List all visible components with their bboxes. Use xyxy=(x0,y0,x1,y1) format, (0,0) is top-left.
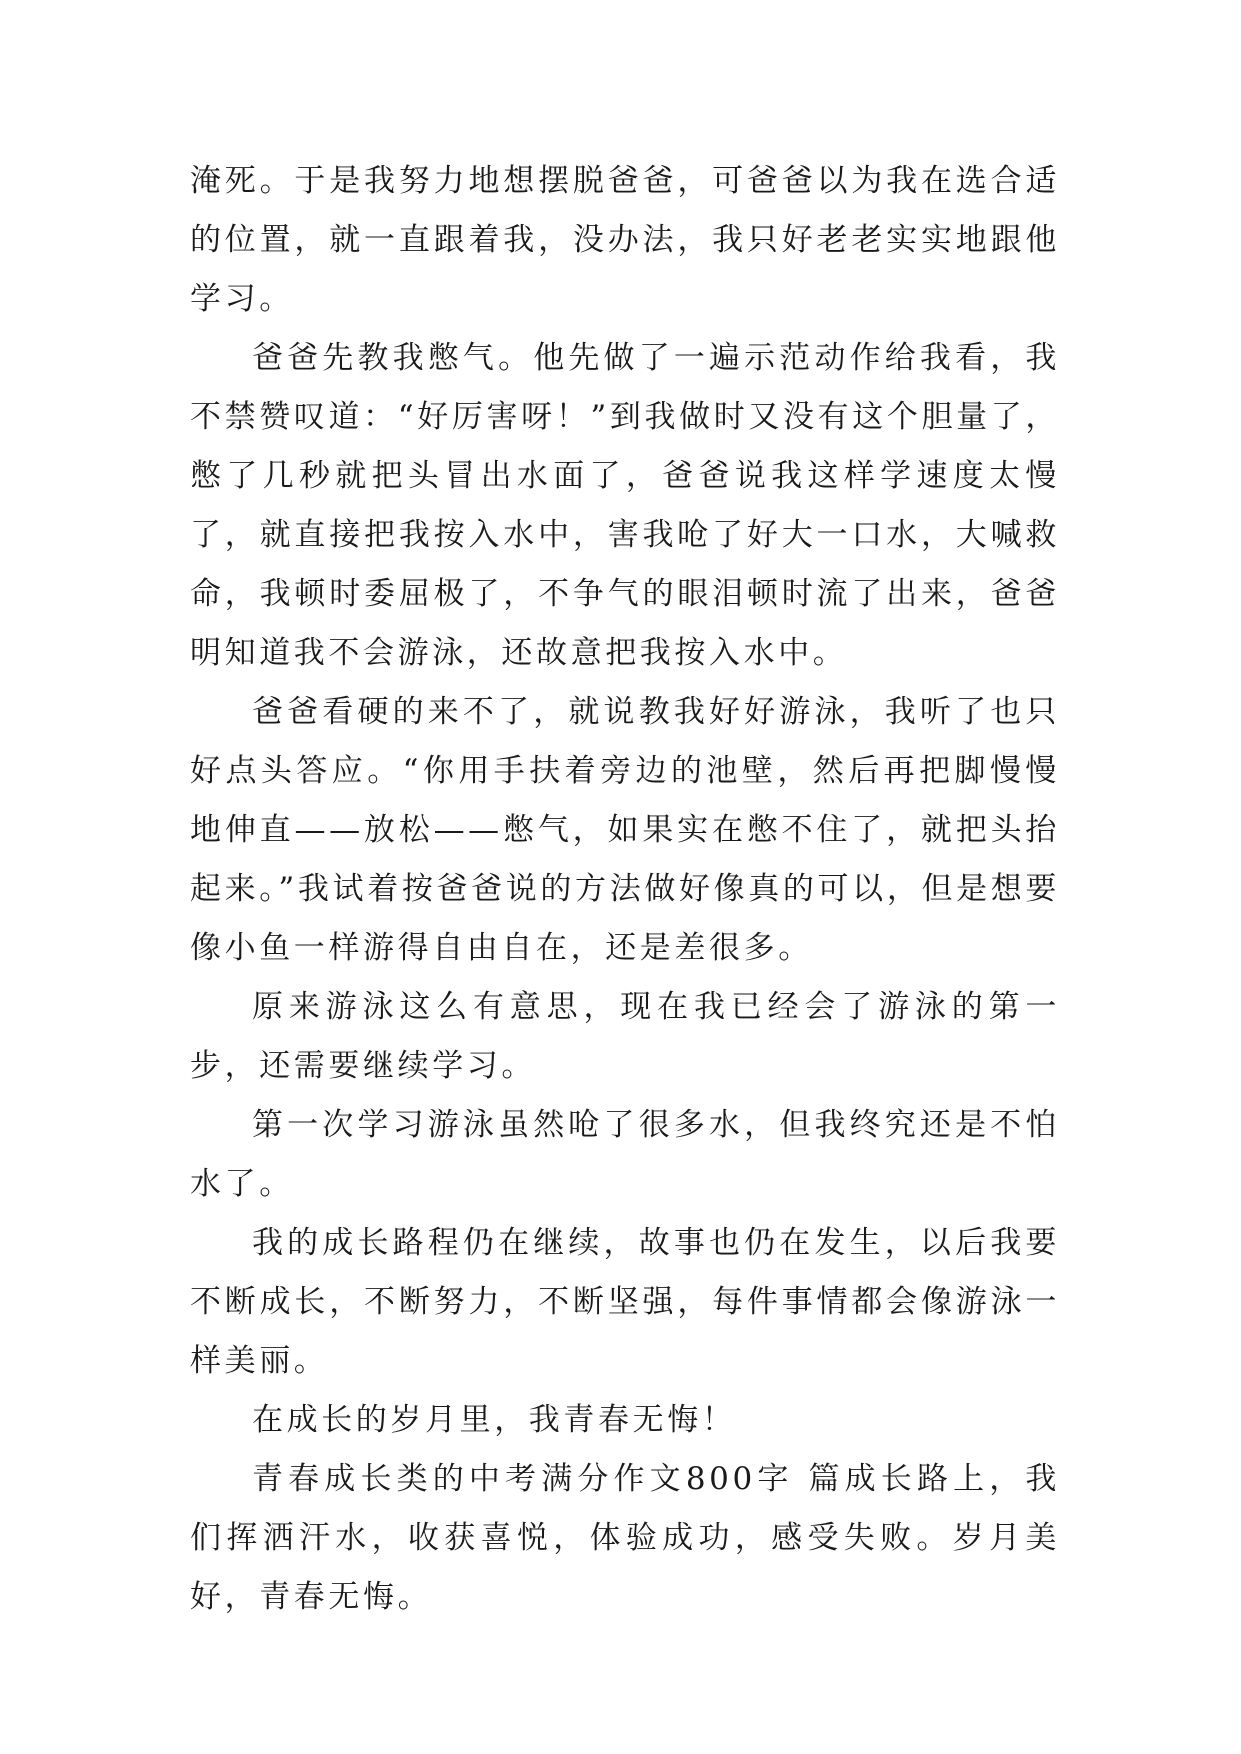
paragraph-7: 在成长的岁月里，我青春无悔！ xyxy=(252,1402,737,1438)
paragraph-2: 爸爸先教我憋气。他先做了一遍示范动作给我看，我不禁赞叹道：“好厉害呀！”到我做时又没有这个胆量了，憋了几秒就把头冒出水面了，爸爸说我这样学速度太慢了，就直接把我按入水中，害我呛了好大一口水，大喊救命，我顿时委屈极了，不争气的眼泪顿时流了出来，爸爸明知道我不会游泳，还故意把我按入水中。 xyxy=(190,340,1060,671)
paragraph-5: 第一次学习游泳虽然呛了很多水，但我终究还是不怕水了。 xyxy=(190,1107,1060,1202)
paragraph-1: 淹死。于是我努力地想摆脱爸爸，可爸爸以为我在选合适的位置，就一直跟着我，没办法，我只好老老实实地跟他学习。 xyxy=(190,163,1060,317)
paragraph-3: 爸爸看硬的来不了，就说教我好好游泳，我听了也只好点头答应。“你用手扶着旁边的池壁，然后再把脚慢慢地伸直——放松——憋气，如果实在憋不住了，就把头抬起来。”我试着按爸爸说的方法做好像真的可以，但是想要像小鱼一样游得自由自在，还是差很多。 xyxy=(190,694,1060,966)
essay-body xyxy=(190,152,1060,1627)
paragraph-4: 原来游泳这么有意思，现在我已经会了游泳的第一步，还需要继续学习。 xyxy=(190,989,1060,1084)
paragraph-8: 青春成长类的中考满分作文800字 篇成长路上，我们挥洒汗水，收获喜悦，体验成功，感受失败。岁月美好，青春无悔。 xyxy=(190,1461,1060,1615)
paragraph-6: 我的成长路程仍在继续，故事也仍在发生，以后我要不断成长，不断努力，不断坚强，每件事情都会像游泳一样美丽。 xyxy=(190,1225,1060,1379)
